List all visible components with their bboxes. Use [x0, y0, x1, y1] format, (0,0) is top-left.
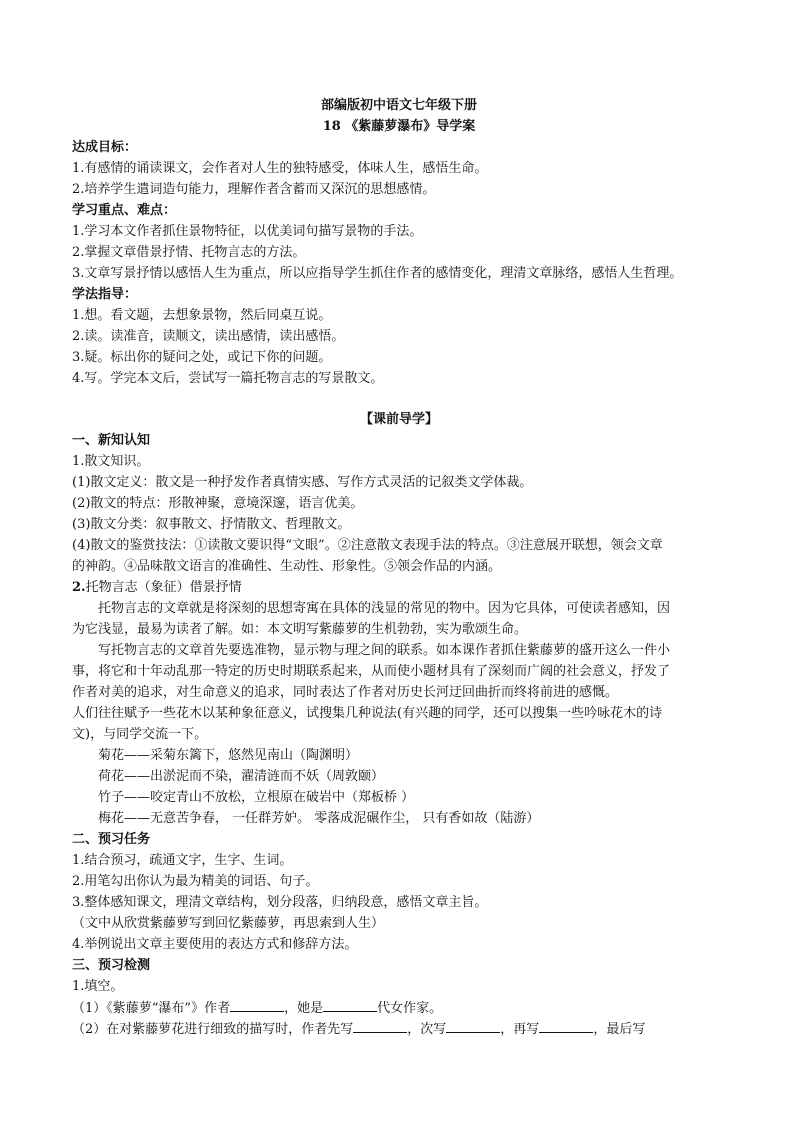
method-item: 1.想。看文题，去想象景物，然后同桌互说。	[72, 308, 332, 323]
answer-blank[interactable]	[230, 998, 284, 1012]
key-point-item: 2.掌握文章借景抒情、托物言志的方法。	[72, 245, 306, 260]
part2-line: （文中从欣赏紫藤萝写到回忆紫藤萝，再思索到人生）	[72, 916, 385, 931]
methods-heading: 学法指导：	[72, 287, 138, 302]
paragraph-line: 事，将它和十年动乱那一特定的历史时期联系起来，从而使小题材具有了深刻而广阔的社会意义，抒发了	[72, 664, 671, 679]
fill-heading: 1.填空。	[72, 979, 124, 994]
answer-blank[interactable]	[353, 1019, 407, 1033]
question-text: ，次写	[407, 1022, 447, 1037]
part2-line: 2.用笔勾出你认为最为精美的词语、句子。	[72, 874, 319, 889]
question-text: ，最后写	[593, 1022, 646, 1037]
part1-subheading-2	[72, 578, 242, 598]
document-title: 部编版初中语文七年级下册	[320, 98, 477, 113]
question-text: ，再写	[500, 1022, 540, 1037]
lesson-title: 18 《紫藤萝瀑布》导学案	[322, 119, 476, 134]
method-item: 2.读。读准音，读顺文，读出感情，读出感悟。	[72, 329, 345, 344]
paragraph-line: 托物言志的文章就是将深刻的思想寄寓在具体的浅显的常见的物中。因为它具体，可使读者感知，因	[98, 601, 671, 616]
flower-quote: 竹子——咬定青山不放松，立根原在破岩中（郑板桥 ）	[98, 790, 415, 805]
answer-blank[interactable]	[446, 1019, 500, 1033]
goals-heading: 达成目标：	[72, 140, 138, 155]
key-points-heading: 学习重点、难点：	[72, 203, 177, 218]
question-text: 代女作家。	[377, 1001, 443, 1016]
flower-quote: 梅花——无意苦争春， 一任群芳妒。 零落成泥碾作尘， 只有香如故（陆游）	[98, 811, 540, 826]
key-point-item: 1.学习本文作者抓住景物特征，以优美词句描写景物的手法。	[72, 224, 423, 239]
question-text: （1）《紫藤萝“瀑布”》作者	[72, 1001, 231, 1016]
flower-quote: 菊花——采菊东篱下，悠然见南山（陶渊明）	[98, 748, 359, 763]
paragraph-line: 为它浅显，最易为读者了解。如：本文明写紫藤萝的生机勃勃，实为歌颂生命。	[72, 622, 528, 637]
part1-line: (1)散文定义：散文是一种抒发作者真情实感、写作方式灵活的记叙类文学体裁。	[72, 475, 533, 490]
method-item: 3.疑。标出你的疑问之处，或记下你的问题。	[72, 350, 332, 365]
paragraph-line: 作者对美的追求，对生命意义的追求，同时表达了作者对历史长河迂回曲折而终将前进的感慨。	[72, 685, 619, 700]
part3-heading: 三、预习检测	[72, 958, 151, 973]
preview-section-title: 【课前导学】	[359, 412, 438, 427]
part1-line: 的神韵。④品味散文语言的准确性、生动性、形象性。⑤领会作品的内涵。	[72, 559, 502, 574]
part1-heading: 一、新知认知	[72, 433, 151, 448]
subheading-text: 托物言志（象征）借景抒情	[85, 580, 242, 595]
paragraph-line: 写托物言志的文章首先要选准物，显示物与理之间的联系。如本课作者抓住紫藤萝的盛开这么一件小	[98, 643, 671, 658]
method-item: 4.写。学完本文后，尝试写一篇托物言志的写景散文。	[72, 371, 384, 386]
answer-blank[interactable]	[539, 1019, 593, 1033]
question-text: ，她是	[284, 1001, 324, 1016]
part1-line: (3)散文分类：叙事散文、抒情散文、哲理散文。	[72, 517, 351, 532]
paragraph-line: 人们往往赋予一些花木以某种象征意义，试搜集几种说法(有兴趣的同学，还可以搜集一些吟咏花木的诗	[72, 706, 663, 721]
fill-question-1	[72, 998, 442, 1018]
paragraph-line: 文)，与同学交流一下。	[72, 727, 208, 742]
subheading-number: 2.	[72, 580, 86, 595]
part1-line: (4)散文的鉴赏技法：①读散文要识得“文眼”。②注意散文表现手法的特点。③注意展开联想，领会文章	[72, 538, 663, 553]
goal-item: 1.有感情的诵读课文，会作者对人生的独特感受，体味人生，感悟生命。	[72, 161, 488, 176]
part2-line: 3.整体感知课文，理清文章结构，划分段落，归纳段意，感悟文章主旨。	[72, 895, 488, 910]
question-text: （2）在对紫藤萝花进行细致的描写时，作者先写	[72, 1022, 354, 1037]
answer-blank[interactable]	[323, 998, 377, 1012]
key-point-item: 3.文章写景抒情以感悟人生为重点，所以应指导学生抓住作者的感情变化，理清文章脉络，感悟人生哲理。	[72, 266, 683, 281]
part1-line: 1.散文知识。	[72, 454, 150, 469]
goal-item: 2.培养学生遣词造句能力，理解作者含蓄而又深沉的思想感情。	[72, 182, 436, 197]
part2-line: 4.举例说出文章主要使用的表达方式和修辞方法。	[72, 937, 358, 952]
part2-heading: 二、预习任务	[72, 832, 151, 847]
fill-question-2	[72, 1019, 645, 1039]
part1-line: (2)散文的特点：形散神聚，意境深邃，语言优美。	[72, 496, 364, 511]
part2-line: 1.结合预习，疏通文字，生字、生词。	[72, 853, 293, 868]
flower-quote: 荷花——出淤泥而不染，濯清涟而不妖（周敦颐）	[98, 769, 385, 784]
